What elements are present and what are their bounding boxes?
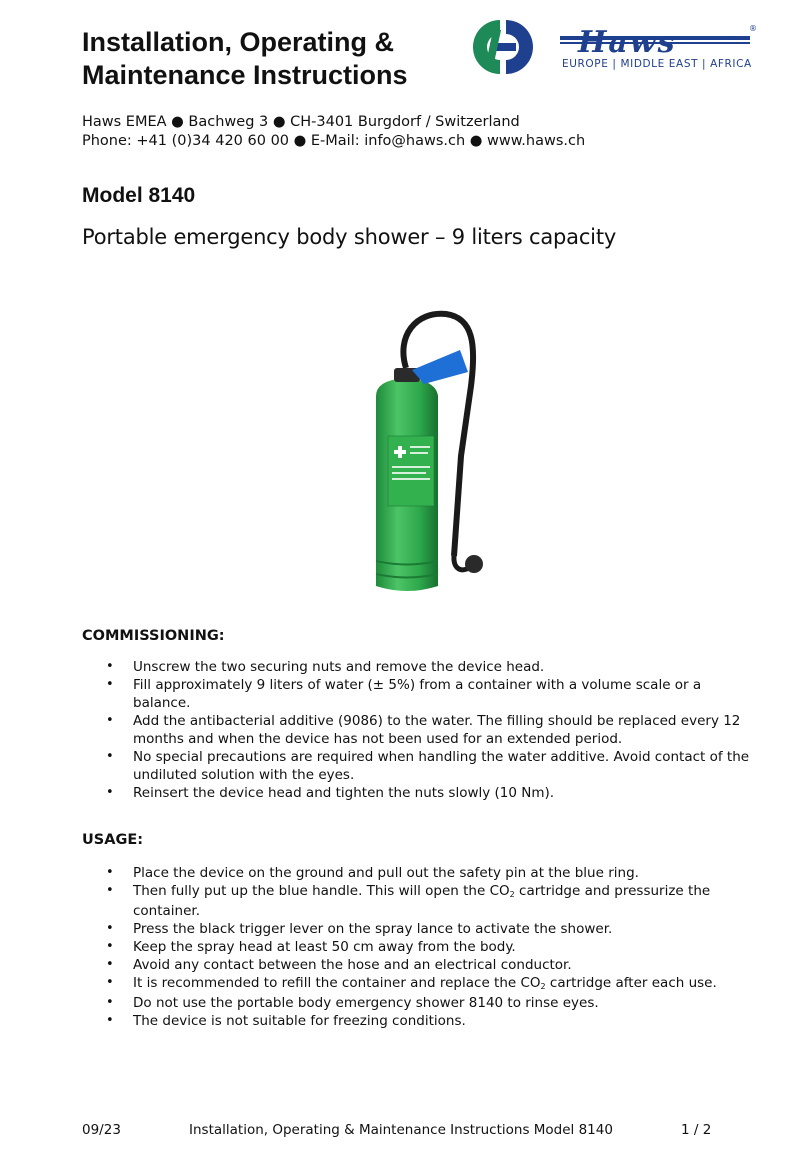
address-line: Haws EMEA ● Bachweg 3 ● CH-3401 Burgdorf / Switzerland [82,114,520,130]
footer-date: 09/23 [82,1122,121,1138]
logo-tagline: EUROPE | MIDDLE EAST | AFRICA [562,58,752,70]
usage-list [106,864,756,1030]
list-item: • Place the device on the ground and pull out the safety pin at the blue ring. [106,864,756,882]
subscript: 2 [509,890,515,899]
haws-logo [466,16,766,78]
list-item-text: cartridge after each use. [545,975,717,991]
list-item: • The device is not suitable for freezing conditions. [106,1012,756,1030]
list-item-text: Then fully put up the blue handle. This will open the CO [133,883,510,899]
list-item: • Add the antibacterial additive (9086) to the water. The filling should be replaced every 12 months and when the device has not been used for an extended period. [106,712,756,748]
list-item-text: It is recommended to refill the container and replace the CO [133,975,541,991]
list-item-text: cartridge and pressurize the container. [133,883,711,919]
list-item: • Fill approximately 9 liters of water (± 5%) from a container with a volume scale or a balance. [106,676,756,712]
list-item [106,882,756,920]
usage-heading: USAGE: [82,832,144,848]
list-item: • Reinsert the device head and tighten the nuts slowly (10 Nm). [106,784,756,802]
list-item: • Keep the spray head at least 50 cm away from the body. [106,938,756,956]
commissioning-heading: COMMISSIONING: [82,628,225,644]
list-item [106,974,756,994]
subscript: 2 [540,982,546,991]
document-title-line-1: Installation, Operating & [82,27,395,57]
product-subtitle: Portable emergency body shower – 9 liters capacity [82,225,617,249]
commissioning-list [106,658,756,802]
registered-mark: ® [749,24,757,33]
product-photo [356,306,506,596]
list-item: • Press the black trigger lever on the spray lance to activate the shower. [106,920,756,938]
document-title-line-2: Maintenance Instructions [82,60,408,90]
list-item: • Avoid any contact between the hose and an electrical conductor. [106,956,756,974]
portable-shower-icon [356,306,506,596]
footer-title: Installation, Operating & Maintenance Instructions Model 8140 [189,1122,613,1138]
phone-email-line: Phone: +41 (0)34 420 60 00 ● E-Mail: info@haws.ch ● www.haws.ch [82,133,586,149]
list-item: • No special precautions are required when handling the water additive. Avoid contact of the undiluted solution with the eyes. [106,748,756,784]
haws-wordmark: Haws [578,25,677,60]
model-heading: Model 8140 [82,184,196,207]
list-item: • Do not use the portable body emergency shower 8140 to rinse eyes. [106,994,756,1012]
footer-page-number: 1 / 2 [681,1122,712,1138]
list-item: • Unscrew the two securing nuts and remove the device head. [106,658,756,676]
